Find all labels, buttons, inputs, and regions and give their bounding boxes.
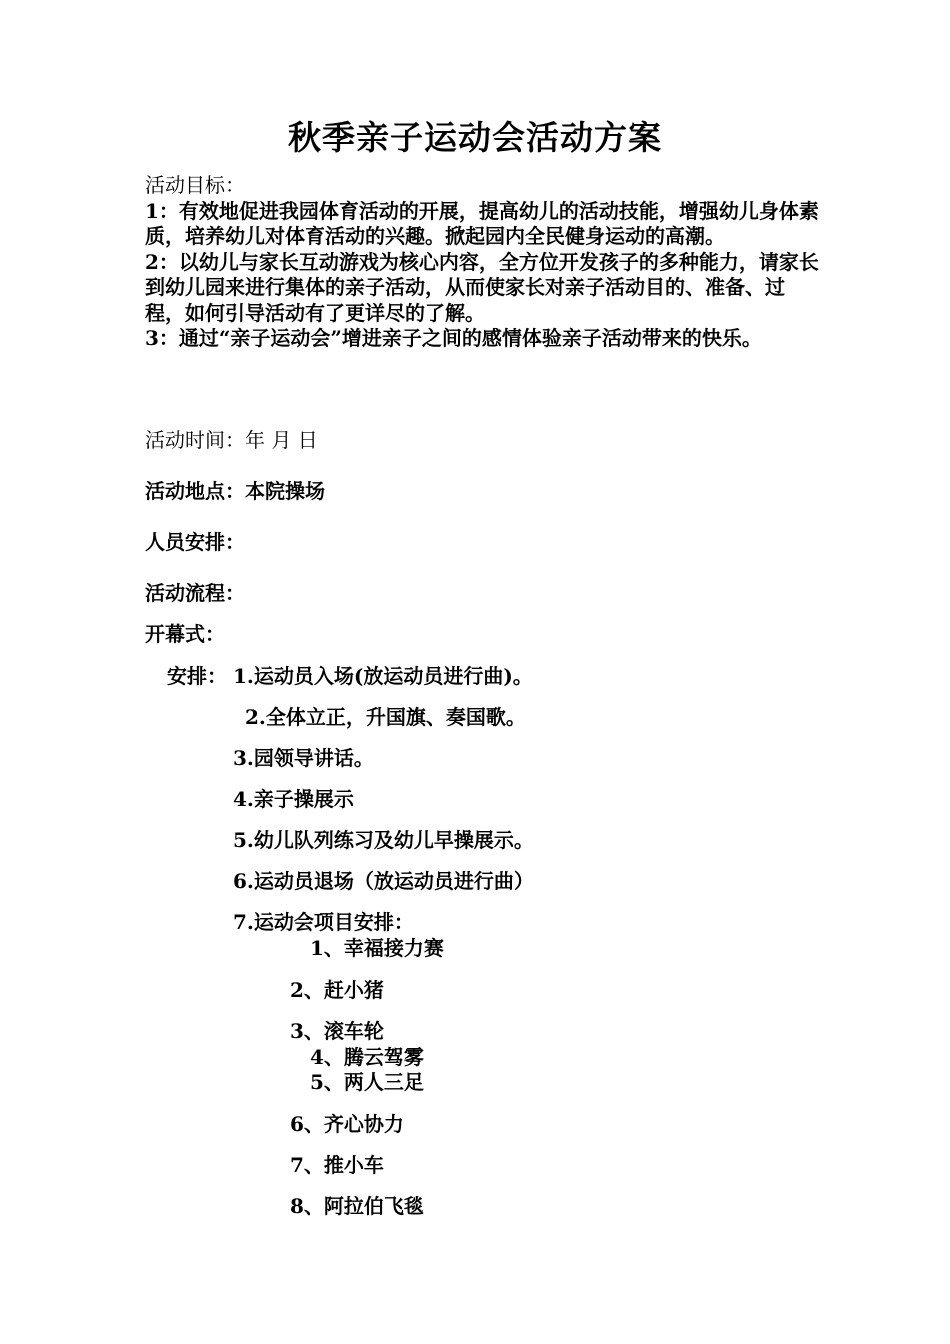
schedule-item-3: 3.园领导讲话。 <box>233 746 374 770</box>
staff-arrangement: 人员安排： <box>145 530 245 554</box>
schedule-item-4: 4.亲子操展示 <box>233 787 354 811</box>
event-item-1: 1、幸福接力赛 <box>310 936 444 960</box>
event-item-7: 7、推小车 <box>290 1153 384 1177</box>
schedule-item-6: 6.运动员退场（放运动员进行曲） <box>233 869 534 893</box>
schedule-item-1: 1.运动员入场(放运动员进行曲)。 <box>233 664 533 688</box>
activity-location: 活动地点：本院操场 <box>145 479 325 503</box>
goal-item-1: 1：有效地促进我园体育活动的开展，提高幼儿的活动技能，增强幼儿身体素质，培养幼儿对体育活动的兴趣。掀起园内全民健身运动的高潮。 <box>145 198 819 248</box>
event-item-8: 8、阿拉伯飞毯 <box>290 1194 424 1218</box>
event-item-5: 5、两人三足 <box>310 1070 424 1094</box>
schedule-item-7: 7.运动会项目安排： <box>233 910 414 934</box>
goals-section <box>145 173 820 352</box>
activity-process: 活动流程： <box>145 581 245 605</box>
event-item-4: 4、腾云驾雾 <box>310 1045 424 1069</box>
opening-ceremony: 开幕式： <box>145 622 225 646</box>
event-item-3: 3、滚车轮 <box>290 1019 384 1043</box>
goal-item-3: 3：通过“亲子运动会”增进亲子之间的感情体验亲子活动带来的快乐。 <box>145 326 762 350</box>
event-item-6: 6、齐心协力 <box>290 1112 404 1136</box>
schedule-item-2: 2.全体立正，升国旗、奏国歌。 <box>245 705 526 729</box>
activity-time: 活动时间：年 月 日 <box>145 428 318 452</box>
event-item-2: 2、赶小猪 <box>290 978 384 1002</box>
goals-label: 活动目标： <box>145 173 245 197</box>
document-title: 秋季亲子运动会活动方案 <box>288 118 662 157</box>
schedule-item-5: 5.幼儿队列练习及幼儿早操展示。 <box>233 828 534 852</box>
schedule-label: 安排： <box>167 664 227 688</box>
goal-item-2: 2：以幼儿与家长互动游戏为核心内容，全方位开发孩子的多种能力，请家长到幼儿园来进行集体的亲子活动，从而使家长对亲子活动目的、准备、过程，如何引导活动有了更详尽的了解。 <box>145 249 819 325</box>
